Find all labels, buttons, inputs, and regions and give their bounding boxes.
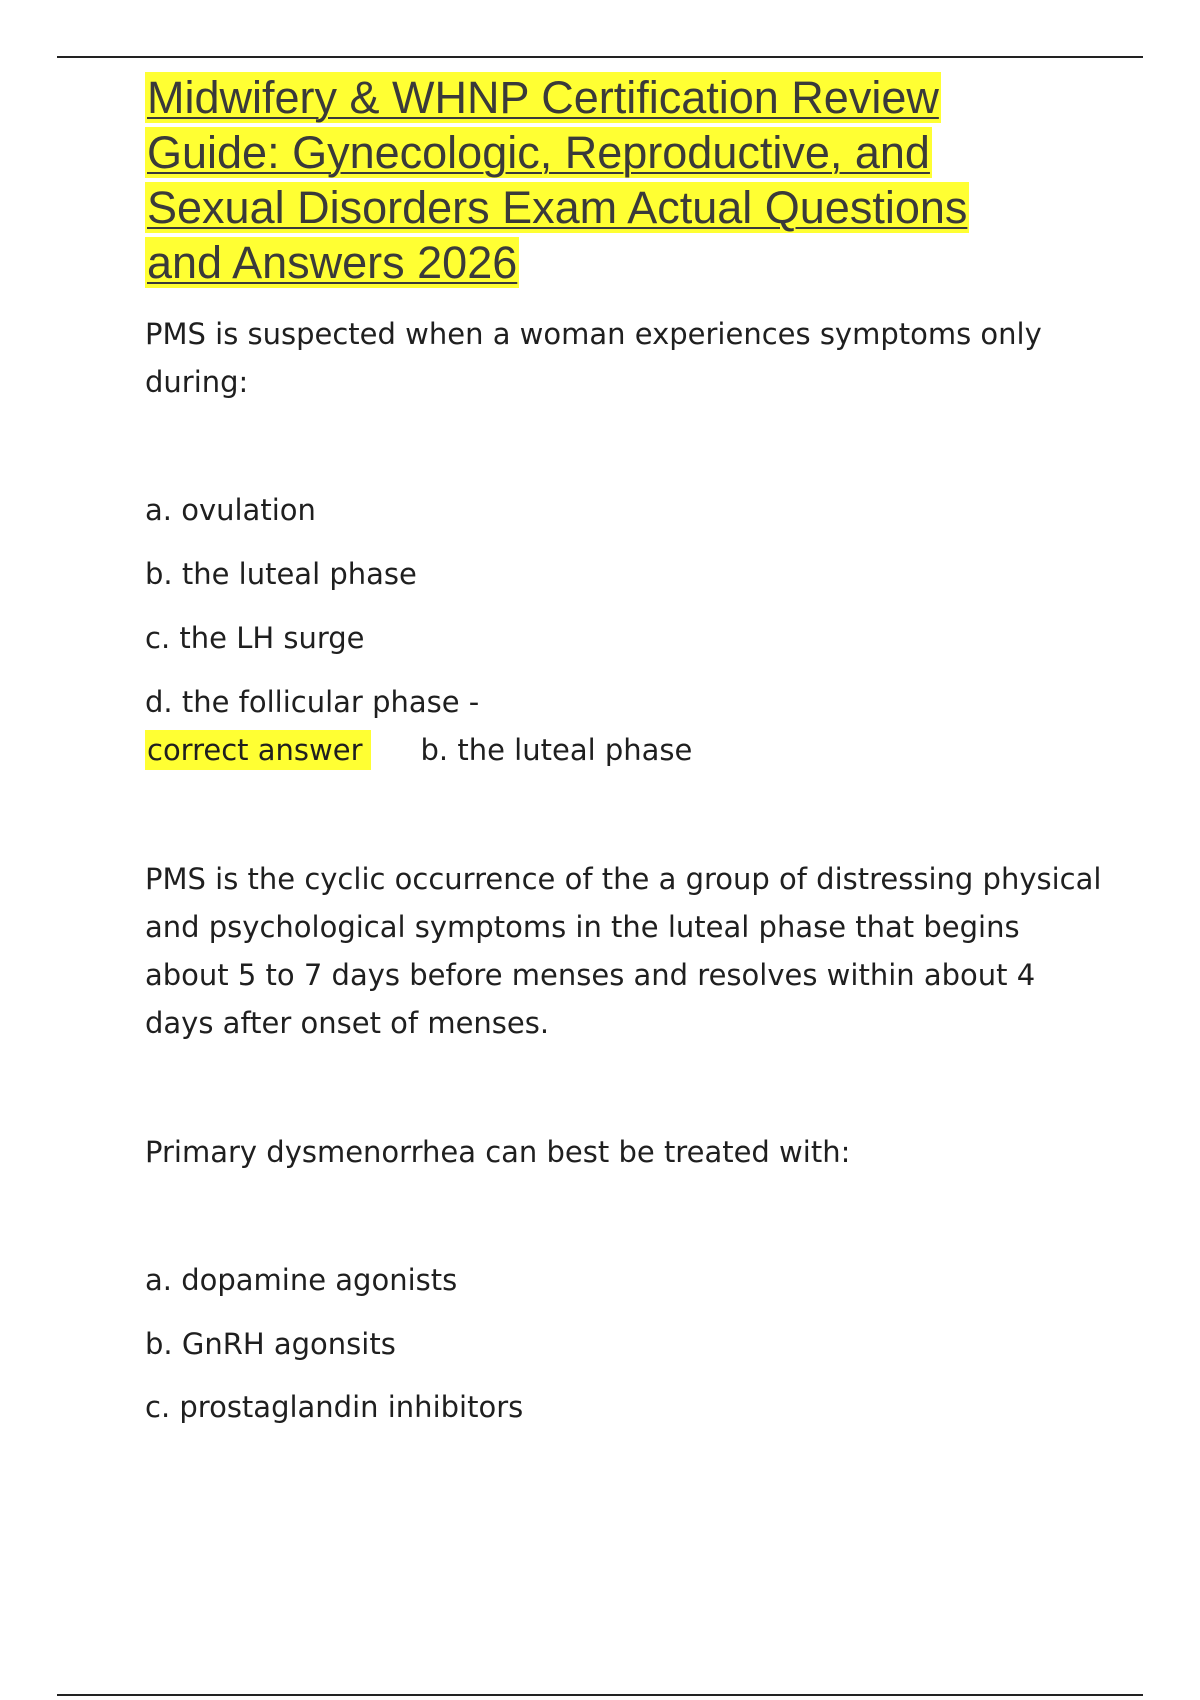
question-2-option-b: b. GnRH agonsits (145, 1327, 396, 1361)
title-line-4: and Answers 2026 (147, 237, 518, 288)
question-2-option-c: c. prostaglandin inhibitors (145, 1390, 524, 1424)
question-1-option-a: a. ovulation (145, 493, 316, 527)
header-rule (57, 56, 1143, 58)
title-line-2: Guide: Gynecologic, Reproductive, and (147, 127, 930, 178)
document-body (145, 70, 1105, 1424)
question-1-prompt: PMS is suspected when a woman experiences symptoms only during: (145, 317, 1042, 399)
correct-answer-label: correct answer (145, 730, 371, 770)
footer-rule (57, 1694, 1143, 1696)
title-line-3: Sexual Disorders Exam Actual Questions (147, 182, 968, 233)
question-1-option-d: d. the follicular phase - (145, 685, 480, 719)
question-1-option-b: b. the luteal phase (145, 557, 417, 591)
correct-answer-value: b. the luteal phase (420, 733, 693, 767)
question-2-option-a: a. dopamine agonists (145, 1263, 458, 1297)
question-1-explanation: PMS is the cyclic occurrence of the a group of distressing physical and psychological symptoms in the luteal phase that begins about 5 to 7 days before menses and resolves within about 4 days after onset of menses. (145, 862, 1102, 1040)
question-1-option-c: c. the LH surge (145, 621, 365, 655)
question-2-prompt: Primary dysmenorrhea can best be treated with: (145, 1135, 851, 1169)
title-line-1: Midwifery & WHNP Certification Review (147, 72, 939, 123)
question-1-answer (145, 730, 692, 770)
document-title (145, 70, 1105, 290)
